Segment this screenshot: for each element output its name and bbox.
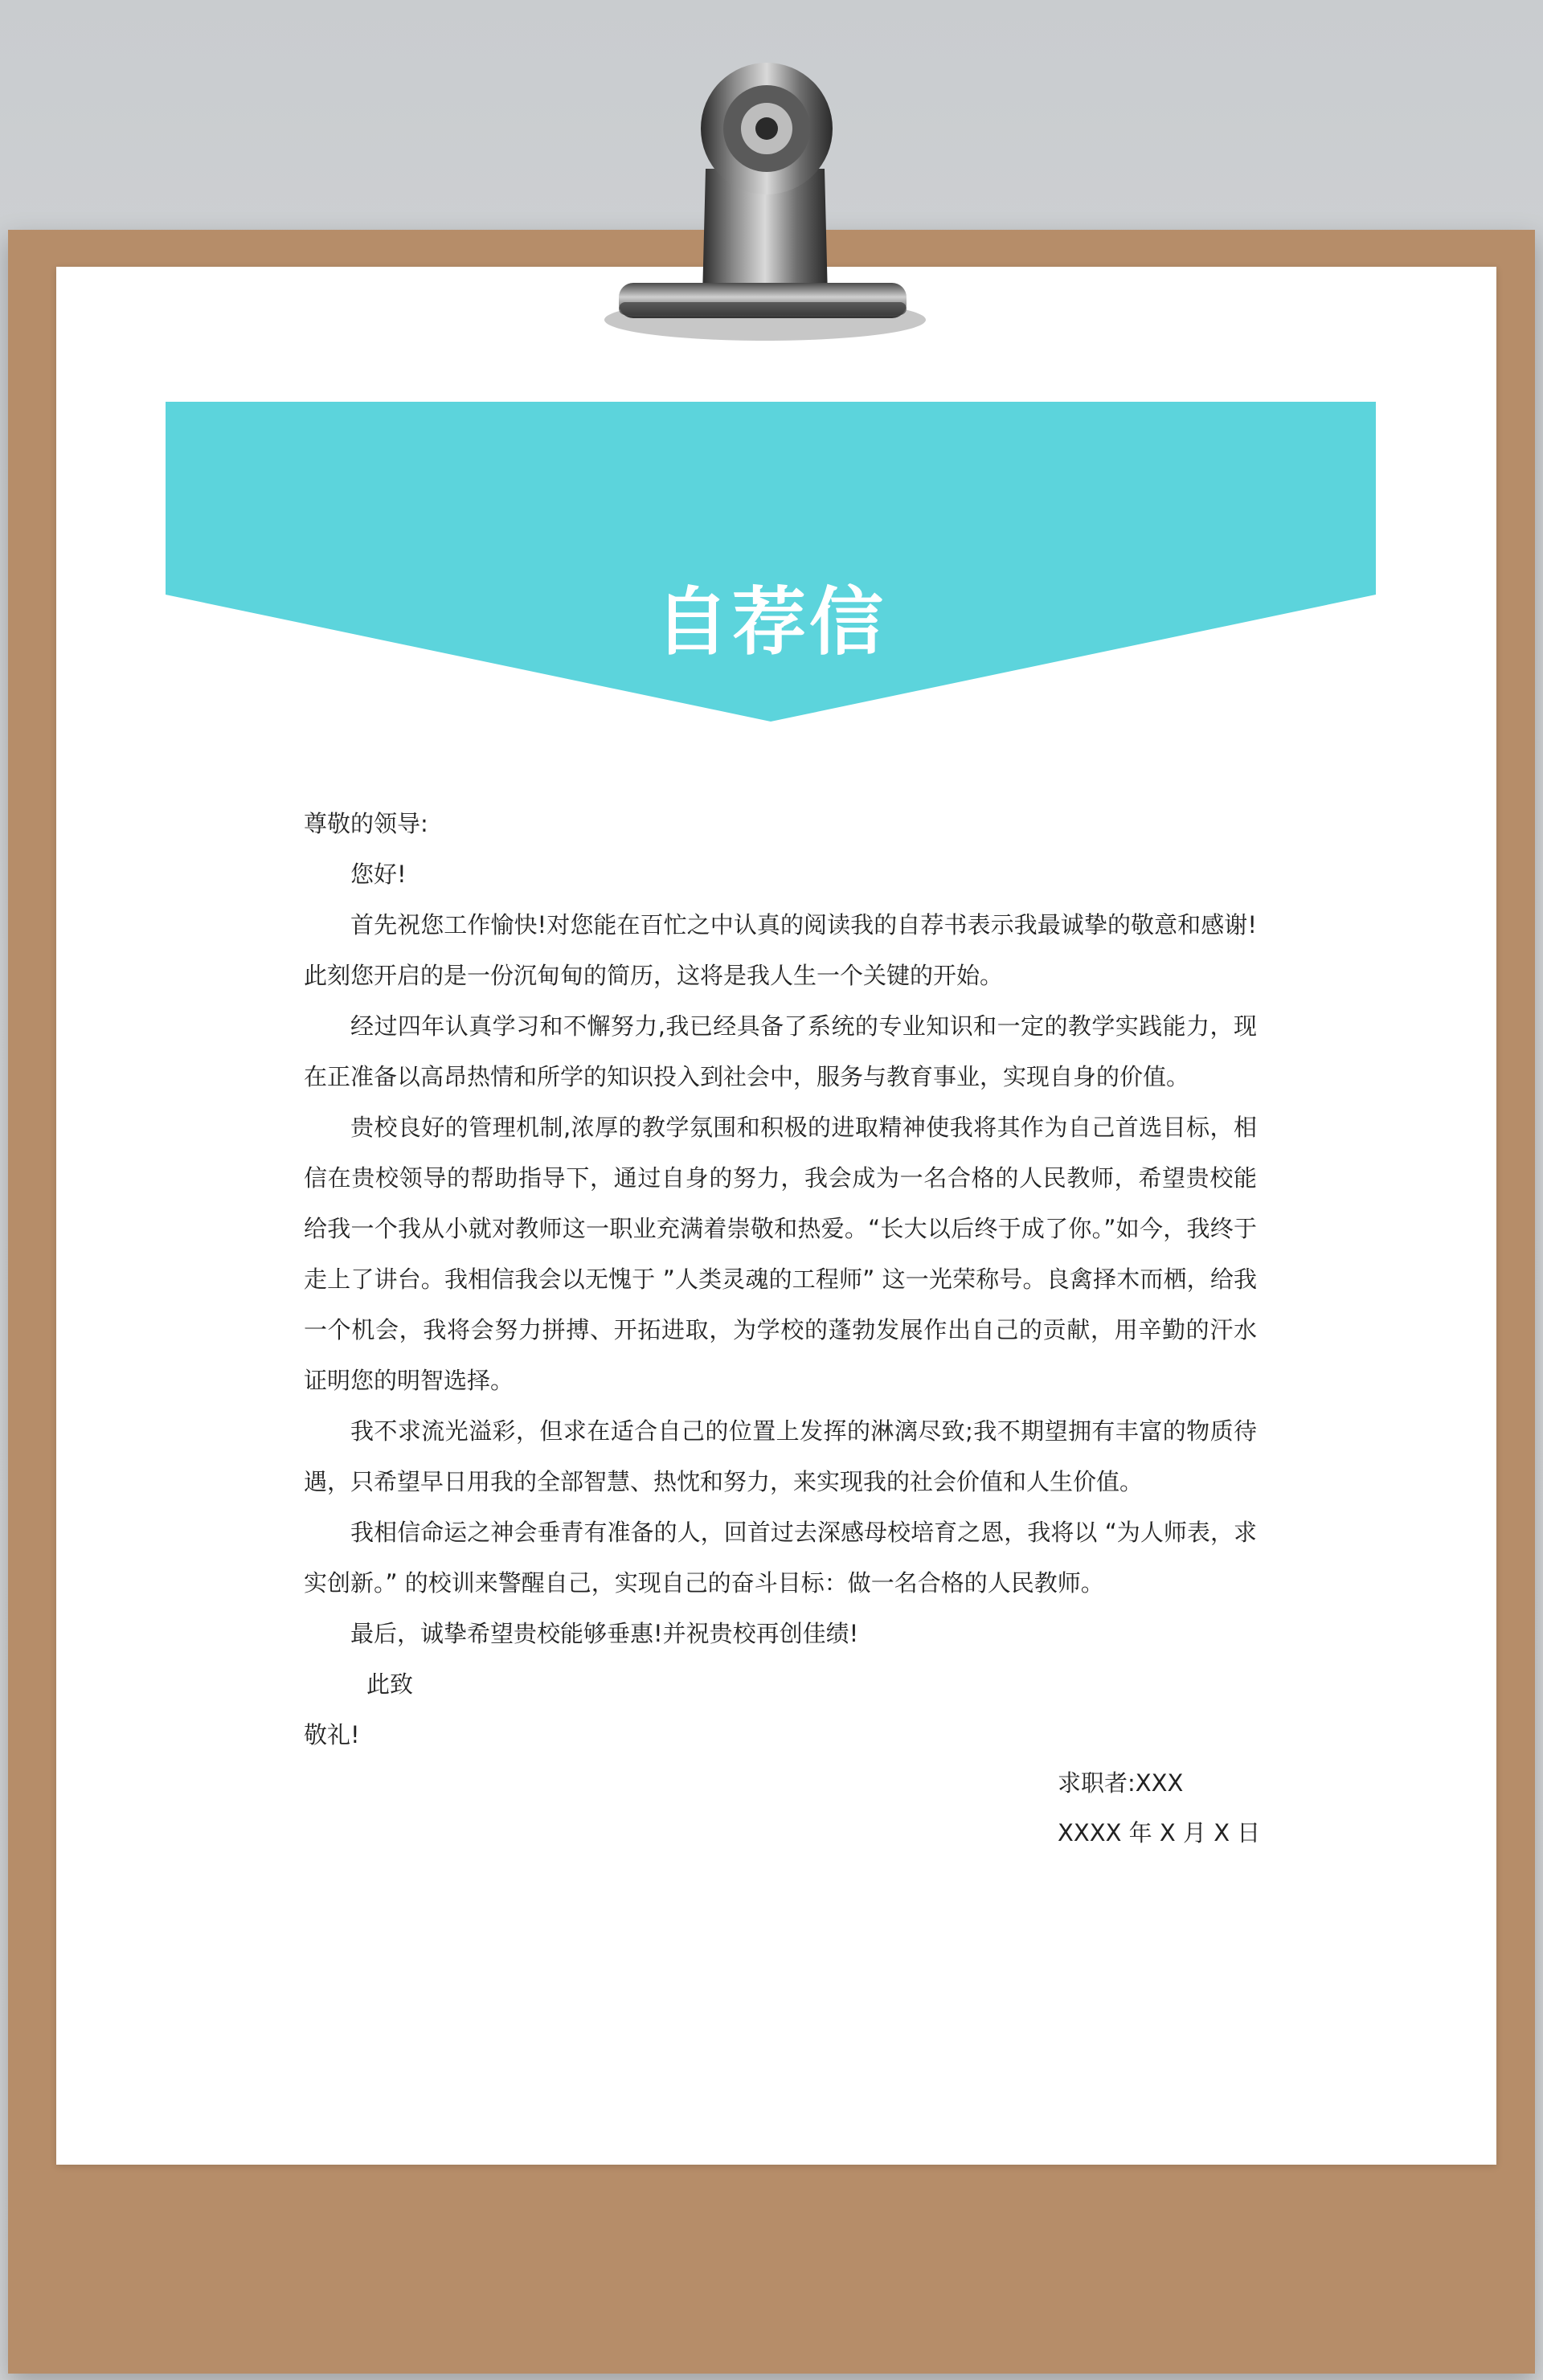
- binder-clip-icon: [579, 48, 948, 362]
- greeting: 您好!: [350, 861, 407, 888]
- signature: 求职者:XXX: [1058, 1769, 1184, 1797]
- letter-body: [304, 799, 1257, 1760]
- closing-salutation: 此致: [366, 1670, 414, 1698]
- paragraph: 最后，诚挚希望贵校能够垂惠!并祝贵校再创佳绩!: [350, 1620, 859, 1647]
- closing-regards: 敬礼!: [304, 1721, 360, 1748]
- paragraph: 经过四年认真学习和不懈努力,我已经具备了系统的专业知识和一定的教学实践能力，现在正准备以高昂热情和所学的知识投入到社会中，服务与教育事业，实现自身的价值。: [304, 1012, 1257, 1090]
- paragraph: 我不求流光溢彩，但求在适合自己的位置上发挥的淋漓尽致;我不期望拥有丰富的物质待遇，只希望早日用我的全部智慧、热忱和努力，来实现我的社会价值和人生价值。: [304, 1417, 1257, 1495]
- paragraph: 贵校良好的管理机制,浓厚的教学氛围和积极的进取精神使我将其作为自己首选目标，相信在贵校领导的帮助指导下，通过自身的努力，我会成为一名合格的人民教师，希望贵校能给我一个我从小就对教师这一职业充满着崇敬和热爱。“长大以后终于成了你。”如今，我终于走上了讲台。我相信我会以无愧于 ”人类灵魂的工程师” 这一光荣称号。良禽择木而栖，给我一个机会，我将会努力拼搏、开拓进取，为学校的蓬勃发展作出自己的贡献，用辛勤的汗水证明您的明智选择。: [304, 1114, 1257, 1394]
- date-line: XXXX 年 X 月 X 日: [1058, 1819, 1261, 1846]
- paragraph: 我相信命运之神会垂青有准备的人，回首过去深感母校培育之恩，我将以 “为人师表，求实创新。” 的校训来警醒自己，实现自己的奋斗目标：做一名合格的人民教师。: [304, 1519, 1257, 1597]
- page-title: 自荐信: [654, 579, 886, 665]
- title-banner: [166, 402, 1376, 722]
- paragraph: 首先祝您工作愉快!对您能在百忙之中认真的阅读我的自荐书表示我最诚挚的敬意和感谢!此刻您开启的是一份沉甸甸的简历，这将是我人生一个关键的开始。: [304, 911, 1257, 989]
- salutation: 尊敬的领导:: [304, 810, 428, 837]
